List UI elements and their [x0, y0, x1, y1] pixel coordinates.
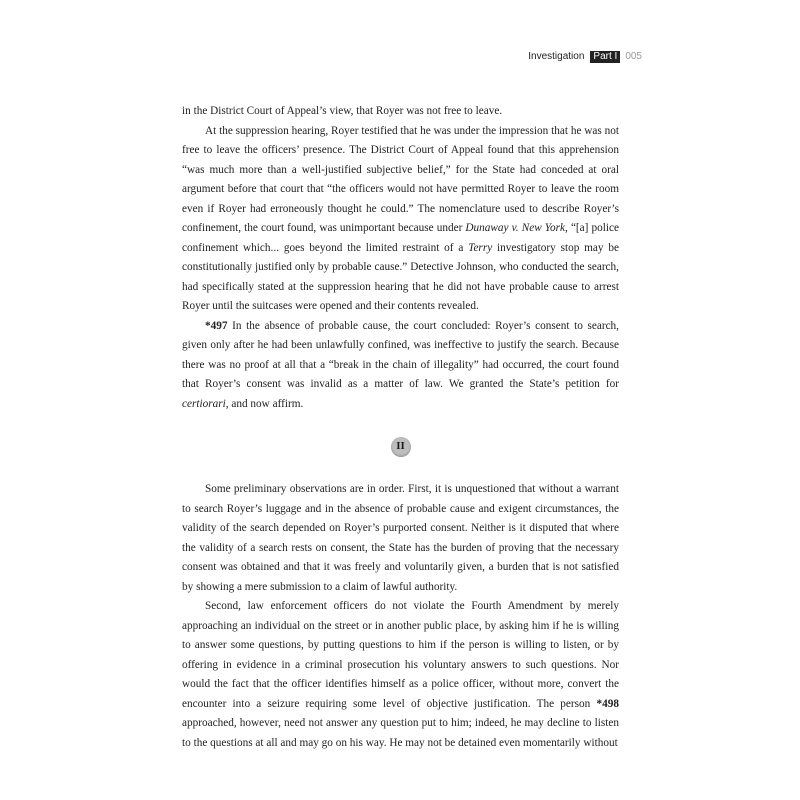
star-page-marker-498: *498 [596, 697, 619, 710]
header-page-number: 005 [625, 51, 642, 62]
certiorari-term: certiorari [182, 397, 226, 410]
paragraph-5-text-b: approached, however, need not answer any question put to him; indeed, he may decline to listen to the questions at all and may go on his way. He may not be detained even momentarily without [182, 717, 619, 749]
paragraph-5 [182, 597, 619, 753]
paragraph-1-text: in the District Court of Appeal’s view, that Royer was not free to leave. [182, 105, 503, 117]
running-header [528, 51, 642, 63]
case-citation-dunaway: Dunaway v. New York [465, 222, 566, 234]
section-numeral: II [396, 440, 405, 453]
paragraph-2 [182, 122, 619, 317]
paragraph-4-text: Some preliminary observations are in order. First, it is unquestioned that without a warrant to search Royer’s luggage and in the absence of probable cause and exigent circumstances, the validity of the search depended on Royer’s purported consent. Neither is it disputed that where the validity of a search rests on consent, the State has the burden of proving that the necessary consent was obtained and that it was freely and voluntarily given, a burden that is not satisfied by showing a mere submission to a claim of lawful authority. [182, 483, 619, 593]
header-part-label: Part I [590, 51, 620, 63]
paragraph-3-text-b: , and now affirm. [225, 397, 304, 410]
paragraph-5-text-a: Second, law enforcement officers do not violate the Fourth Amendment by merely approaching an individual on the street or in another public place, by asking him if he is willing to answer some questions, by putting questions to him if the person is willing to listen, or by offering in evidence in a criminal prosecution his voluntary answers to such questions. Nor would the fact that the officer identifies himself as a police officer, without more, convert the encounter into a seizure requiring some level of objective justification. The person [182, 600, 619, 710]
paragraph-2-text-a: At the suppression hearing, Royer testified that he was under the impression that he was not free to leave the officers’ presence. The District Court of Appeal found that this apprehension “was much more than a well-justified subjective belief,” for the State had conceded at oral argument before that court that “the officers would not have permitted Royer to leave the room even if Royer had erroneously thought he could.” The nomenclature used to describe Royer’s confinement, the court found, was unimportant because under [182, 124, 619, 234]
star-page-marker-497: *497 [205, 319, 228, 332]
section-numeral-badge [391, 437, 411, 457]
paragraph-2-text-c: investigatory stop may be constitutionally justified only by probable cause.” Detective Johnson, who conducted the search, had specifically stated at the suppression hearing that he did not have probable cause to arrest Royer until the suitcases were opened and their contents revealed. [182, 241, 619, 312]
paragraph-4 [182, 480, 619, 597]
paragraph-1 [182, 102, 619, 122]
body-text [182, 102, 619, 753]
header-section-title: Investigation [528, 51, 585, 62]
case-citation-terry: Terry [468, 241, 493, 254]
paragraph-3-text-a: In the absence of probable cause, the court concluded: Royer’s consent to search, given only after he had been unlawfully confined, was ineffective to justify the search. Because there was no proof at all that a “break in the chain of illegality” had occurred, the court found that Royer’s consent was invalid as a matter of law. We granted the State’s petition for [182, 319, 619, 390]
paragraph-2-text-b: , “[a] police confinement which... goes beyond the limited restraint of a [182, 222, 619, 254]
section-marker [182, 435, 619, 459]
paragraph-3 [182, 317, 619, 415]
